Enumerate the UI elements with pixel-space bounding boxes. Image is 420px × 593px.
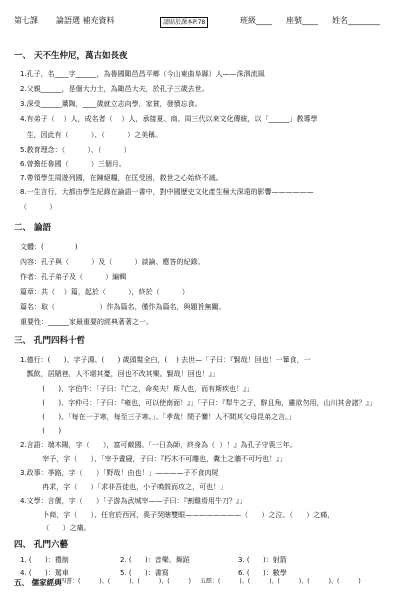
s3-line-10: 冉求，字（ ）「求非吾徒也，小子鳴鼓而攻之，可也！」 [20,483,228,491]
s1-line-7: 6.曾擔任魯國（ ）三個月。 [20,160,126,168]
s2-line-4: 篇章：共（ ）篇，起於（ ），終於（ ） [20,288,189,296]
s1-line-10: （ ） [20,203,57,211]
art-item-3: 3. ( )：射箭 [238,556,287,564]
paste-note-box: 請貼於課本P.78 [160,17,208,28]
s2-line-6: 重要性：______家最重要的經典著著之一。 [20,318,153,326]
seat-field[interactable]: 座號____ [286,16,318,25]
s2-line-5: 篇名：取（ ）作為篇名，僅作為篇名，與題旨無關。 [20,303,226,311]
worksheet-header [14,16,406,30]
name-field[interactable]: 姓名________ [332,16,380,25]
s1-line-4: 4.有弟子（ ）人，成名者（ ）人，承接夏、商、周三代以來文化傳統，以「______」教導學 [20,115,318,123]
lesson-number: 第七課 [14,16,38,25]
s1-line-5: 生，因此有（ ）、（ ）之美稱。 [20,131,163,139]
s3-line-11: 4.文學：言偃，字（ ）「子游為武城宰——子曰：『割雞焉用牛刀？』」 [20,497,247,505]
art-item-5: 5. ( )：書寫 [120,569,169,577]
s3-line-6: ( ) [20,427,62,435]
s3-line-5: ( )、「每在一子寒，每至三子寒。」、「孝哉！閔子騫！人不間其父母昆弟之言。」 [20,413,296,421]
s3-line-1: 1.德行：( )、字子淵、( ) 歲頭髮全白，( ) 去世—「子曰：『賢哉！回也！一簞食，一 [20,356,311,364]
s1-line-2: 2.父親______，是個大力士，為陬邑大夫，於孔子三歲去世。 [20,85,209,93]
s3-line-7: 2.言語：端木賜，字（ ），富可敵國。「一日為師，終身為（ ）！』為孔子守喪三年。 [20,441,297,449]
s1-line-1: 1.孔子，名____字______，為魯國陬邑昌平鄉（今山東曲阜縣）人——洙泗流風 [20,70,265,78]
art-item-2: 2. ( )：音樂、舞蹈 [120,556,190,564]
s2-line-2: 內容：孔子與（ ）及（ ）談論、應答的紀錄。 [20,258,205,266]
s3-line-4: ( )、字仲弓：「子曰：『雍也，可以使南面！』」「子曰：『犁牛之子，騂且角，雖欲勿用，山川其舍諸？』」 [20,399,377,407]
s3-line-9: 3.政事：季路，字（ ）「野哉！由也！」————子不食肉屍 [20,469,219,477]
s1-line-3: 3.深受______薰陶，____歲就立志向學，家貧，發憤忘食。 [20,100,202,108]
s1-line-8: 7.帶領學生周遊列國，在陳絕糧，在匡受困，救世之心始終不減。 [20,174,223,182]
s3-line-12: 卜商，字（ ）、任官於西河，喪子哭瞎雙眼————————（ ）之泣、（ ）之痛， [20,511,335,519]
s3-line-3: ( )、字伯牛：「子曰：『亡之，命矣夫！斯人也，而有斯疾也！』」 [20,385,254,393]
s2-line-3: 作者：孔子弟子及（ ）編輯 [20,273,127,281]
class-field[interactable]: 班級____ [240,16,272,25]
art-item-6: 6. ( )：數學 [238,569,287,577]
four-books-line: 四書：( )、( )、( )、( ) [60,578,192,585]
art-item-4: 4. ( )：駕車 [20,569,69,577]
art-item-1: 1. ( )：禮制 [20,556,69,564]
s2-line-1: 文體：( ) [20,243,78,251]
section-heading-5: 五、 儒家經典 [14,578,62,587]
s3-line-8: 宰予，字（ ）、「宰予晝寢，子曰：『朽木不可雕也，糞土之牆不可圬也！』」 [20,455,287,463]
s3-line-13: （ ）之痛。 [20,524,91,532]
s3-line-2: 瓢飲，居陋巷，人不堪其憂，回也不改其樂。賢哉！回也！』」 [20,370,220,378]
worksheet-title: 論語選 補充資料 [56,16,115,25]
s1-line-9: 8.一生言行，大都由學生紀錄在論語一書中，對中國歷史文化產生極大深遠的影響—————— [20,188,314,196]
section-heading-3: 三、 孔門四科十哲 [14,336,85,346]
s1-line-6: 5.教育理念：（ ）、（ ） [20,146,131,154]
section-heading-1: 一、 天不生仲尼，萬古如長夜 [14,51,128,61]
section-heading-2: 二、 論語 [14,223,51,233]
five-classics-line: 五經：( )、( )、( )、( )、( ) [200,578,361,585]
section-heading-4: 四、 孔門六藝 [14,540,68,550]
